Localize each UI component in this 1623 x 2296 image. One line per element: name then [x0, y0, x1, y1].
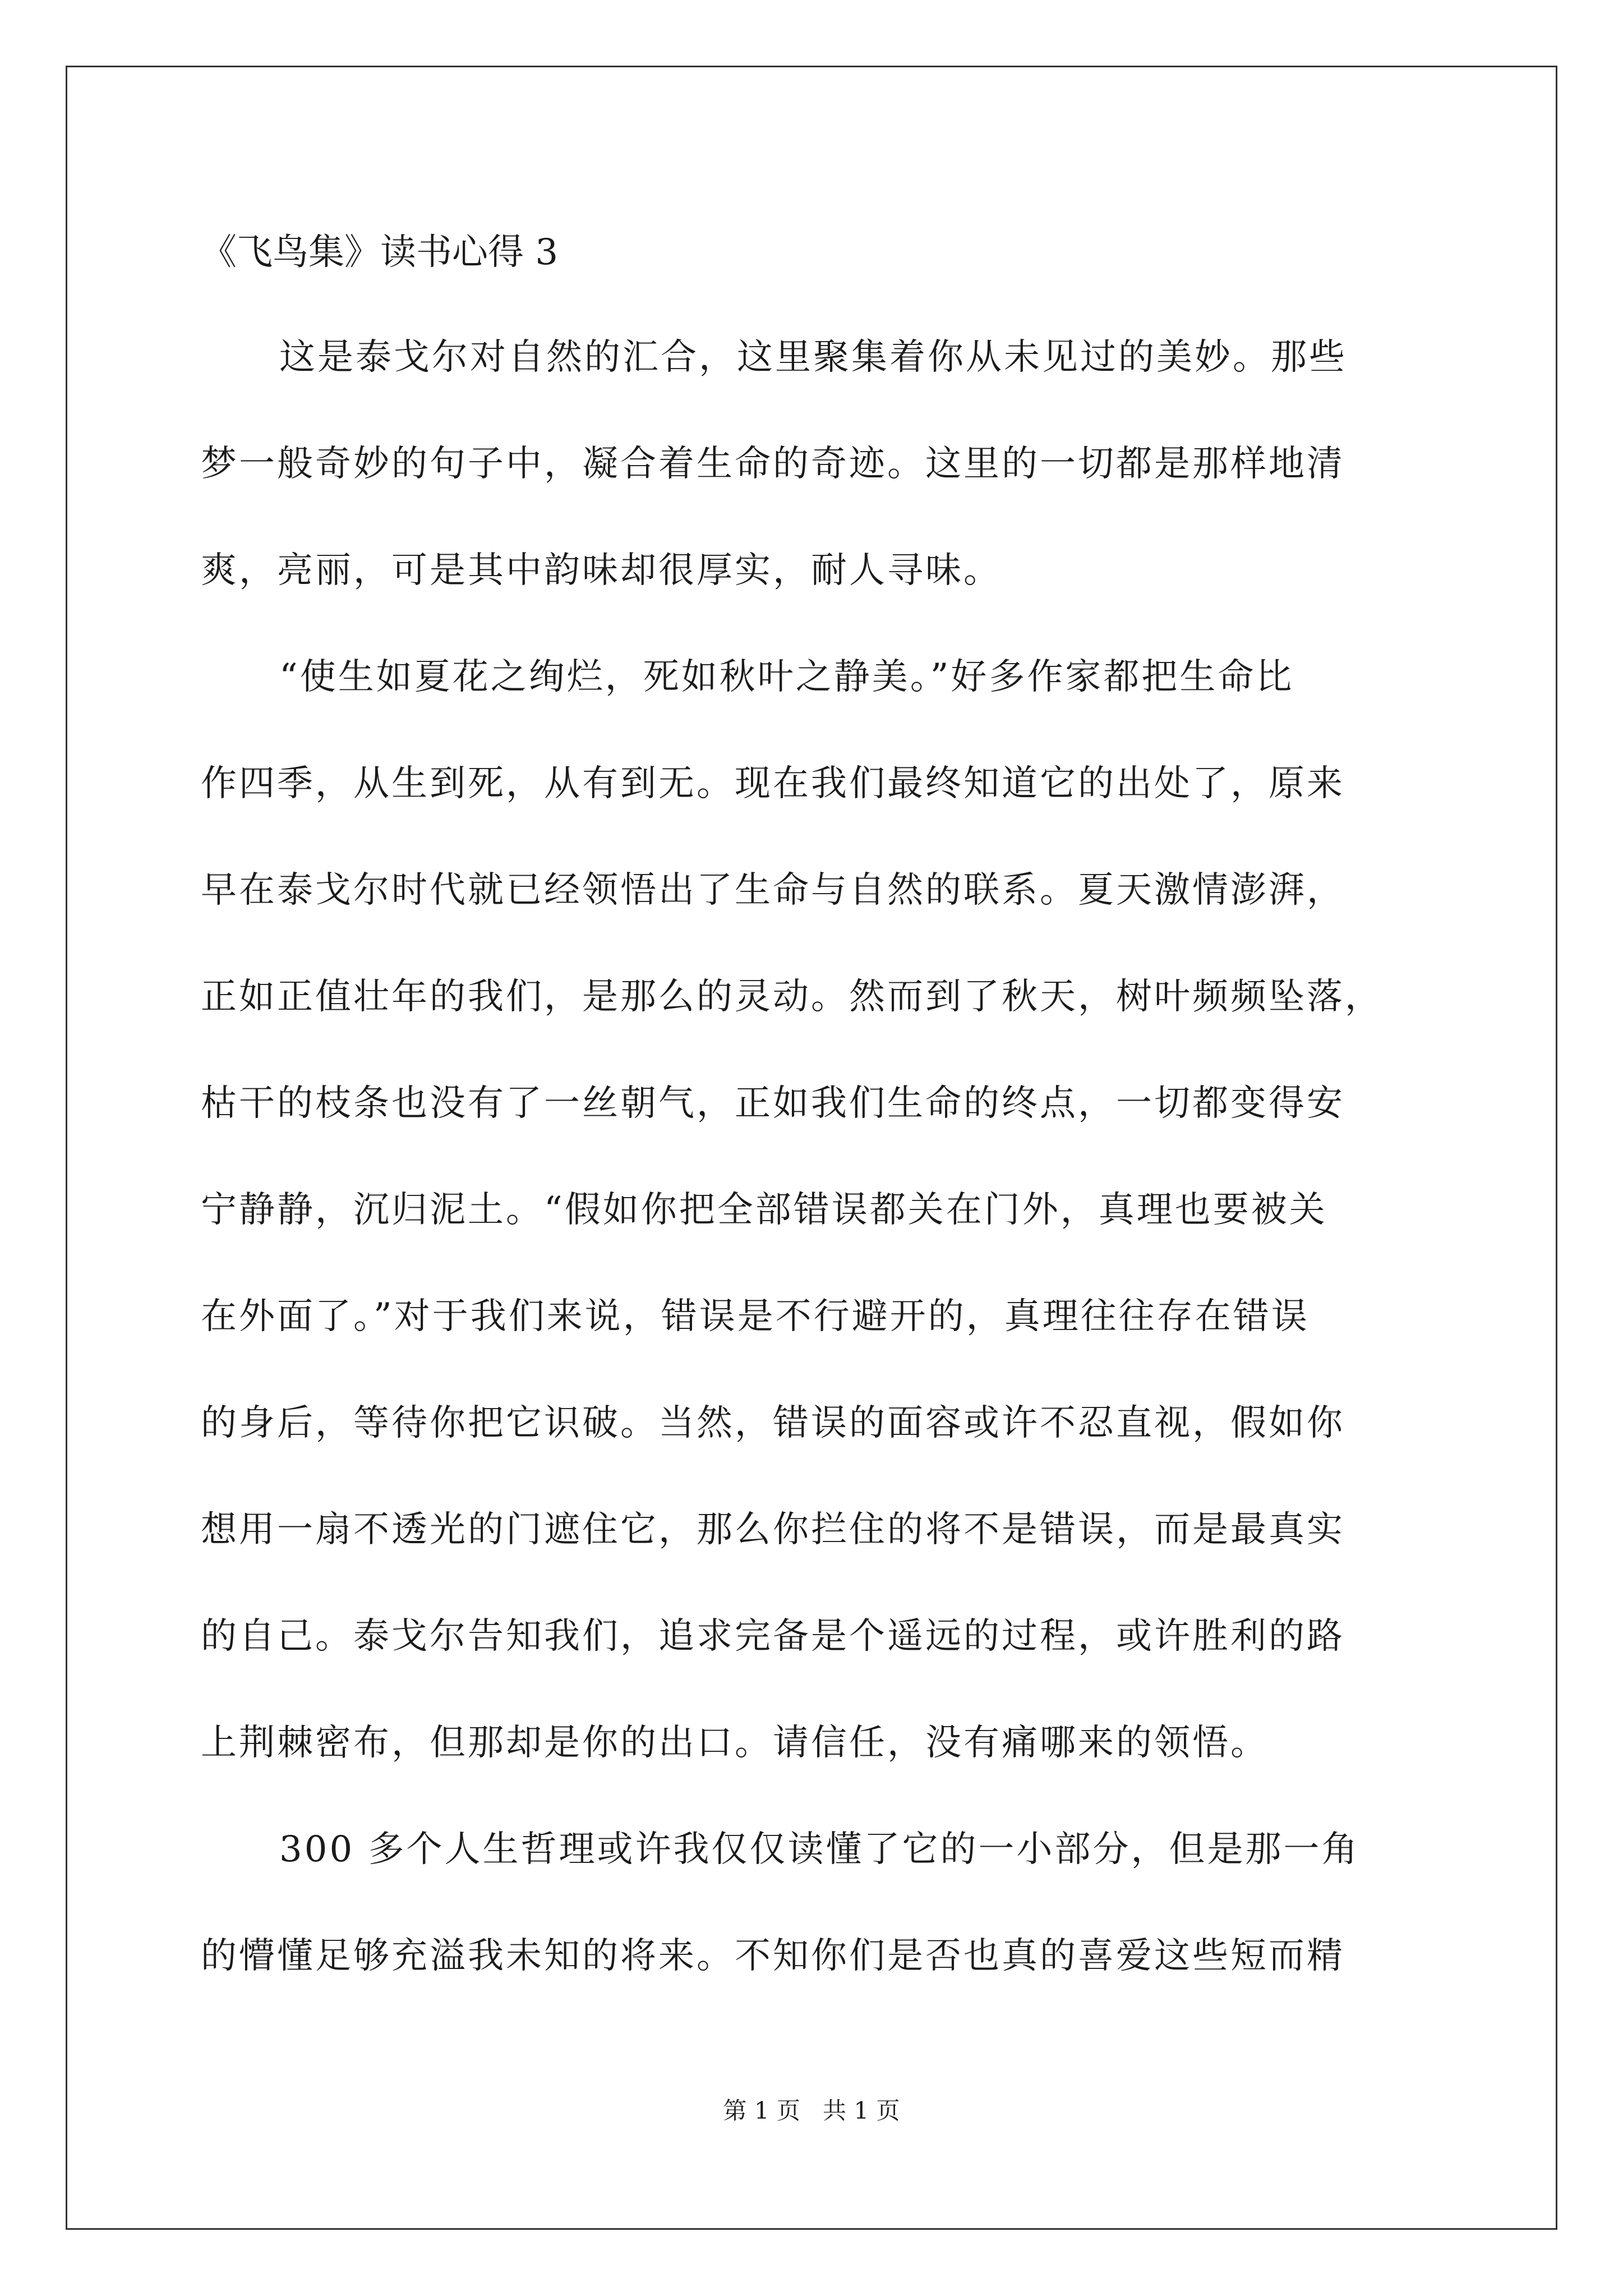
paragraph-line: 上荆棘密布，但那却是你的出口。请信任，没有痛哪来的领悟。 — [201, 1722, 1269, 1764]
paragraph-line: 梦一般奇妙的句子中，凝合着生命的奇迹。这里的一切都是那样地清 — [201, 443, 1345, 485]
paragraph-line: 的自己。泰戈尔告知我们，追求完备是个遥远的过程，或许胜利的路 — [201, 1616, 1345, 1657]
paragraph-line: 枯干的枝条也没有了一丝朝气，正如我们生命的终点，一切都变得安 — [201, 1083, 1345, 1124]
page-number-footer: 第 1 页 共 1 页 — [723, 2097, 900, 2124]
paragraph-line: 爽，亮丽，可是其中韵味却很厚实，耐人寻味。 — [201, 550, 1002, 591]
paragraph-line: 作四季，从生到死，从有到无。现在我们最终知道它的出处了，原来 — [201, 763, 1345, 804]
paragraph-3 — [201, 1796, 1435, 2009]
paragraph-line: 这是泰戈尔对自然的汇合，这里聚集着你从未见过的美妙。那些 — [279, 337, 1347, 378]
paragraph-line: 宁静静，沉归泥土。“假如你把全部错误都关在门外，真理也要被关 — [201, 1189, 1327, 1231]
document-title: 《飞鸟集》读书心得 3 — [201, 232, 559, 273]
document-body — [201, 213, 1435, 2009]
paragraph-2 — [201, 624, 1435, 1796]
paragraph-1 — [201, 304, 1435, 624]
paragraph-line: 300 多个人生哲理或许我仅仅读懂了它的一小部分，但是那一角 — [279, 1829, 1360, 1870]
paragraph-line: 的身后，等待你把它识破。当然，错误的面容或许不忍直视，假如你 — [201, 1402, 1345, 1444]
paragraph-line: 在外面了。”对于我们来说，错误是不行避开的，真理往往存在错误 — [201, 1296, 1310, 1337]
paragraph-line: 想用一扇不透光的门遮住它，那么你拦住的将不是错误，而是最真实 — [201, 1509, 1345, 1550]
paragraph-line: 的懵懂足够充溢我未知的将来。不知你们是否也真的喜爱这些短而精 — [201, 1935, 1345, 1977]
paragraph-line: 正如正值壮年的我们，是那么的灵动。然而到了秋天，树叶频频坠落， — [201, 976, 1383, 1018]
paragraph-line: 早在泰戈尔时代就已经领悟出了生命与自然的联系。夏天激情澎湃， — [201, 869, 1345, 911]
paragraph-line: “使生如夏花之绚烂，死如秋叶之静美。”好多作家都把生命比 — [279, 656, 1294, 698]
